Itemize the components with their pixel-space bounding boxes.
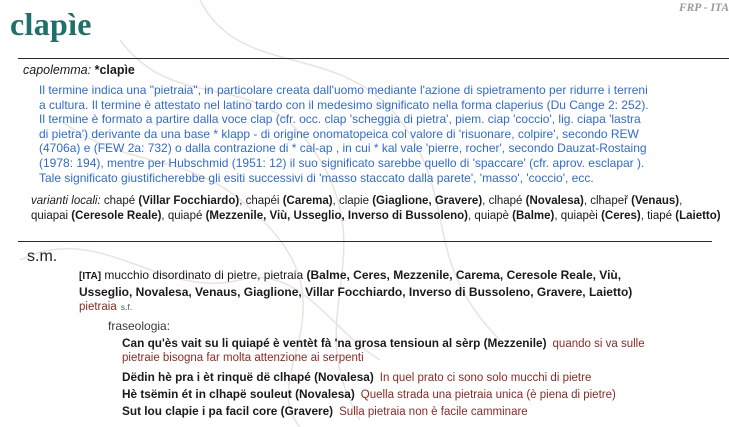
etymology-line: Il termine è formato a partire dalla voce clap (cfr. occ. clap 'scheggia di pietra', piem. ciap 'coccio', lig. ciapa 'lastra <box>39 112 641 127</box>
phrase-row <box>122 336 645 350</box>
phrase-translation: In quel prato ci sono solo mucchi di pietre <box>379 372 592 384</box>
phrase-row <box>122 387 616 401</box>
grammar-label: s.f. <box>120 302 133 312</box>
variant-item: quiapai (Ceresole Reale), <box>31 209 165 222</box>
part-of-speech: s.m. <box>27 248 58 265</box>
phrase-translation: Quella strada una pietraia unica (è piena di pietre) <box>360 389 616 401</box>
variant-item: clapie (Giaglione, Gravere), <box>338 195 486 207</box>
etymology-line: Tale significato giustificherebbe gli esiti successivi di 'masso staccato dalla parete', 'masso', 'coccio', ecc. <box>39 170 594 185</box>
definition-places: (Balme, Ceres, Mezzenile, Carema, Ceresole Reale, Viù, <box>306 268 622 282</box>
variants-label: varianti locali: <box>31 195 101 207</box>
section-divider <box>18 241 712 242</box>
phrase-translation: quando si va sulle <box>552 338 645 350</box>
definition-places: Usseglio, Novalesa, Venaus, Giaglione, Villar Focchiardo, Inverso di Bussoleno, Gravere, Laietto) <box>79 284 633 299</box>
phrase-translation-continuation: pietraie bisogna far molta attenzione ai serpenti <box>122 352 364 364</box>
etymology-text <box>39 83 711 185</box>
variant-item: quiapèi (Ceres), <box>560 209 644 222</box>
local-variants <box>31 194 721 223</box>
italian-equivalent <box>79 301 132 313</box>
phrase-row <box>122 370 591 384</box>
capolemma-label: capolemma: <box>23 63 92 77</box>
capolemma-value: *clapìe <box>94 63 135 77</box>
variant-item: chapé (Villar Focchiardo), <box>103 195 243 207</box>
phrase-row <box>122 404 528 418</box>
variant-item: tiapé (Laietto) <box>647 209 721 222</box>
capolemma <box>23 63 135 77</box>
language-pair-badge: FRP - ITA <box>678 2 729 14</box>
phrase-dialect: Hè tsëmin ét in clhapë souleut (Novalesa) <box>122 387 355 401</box>
page-title: clapìe <box>10 6 92 42</box>
etymology-line: di pietra') derivante da una base * klapp - di origine onomatopeica col valore di 'risuonare, colpire', secondo REW <box>39 126 639 141</box>
sense-definition <box>79 268 709 300</box>
italian-word: pietraia <box>79 301 117 313</box>
definition-text: mucchio disordinato di pietre, pietraia <box>104 268 304 282</box>
variant-item: clhapé (Novalesa), <box>488 195 588 207</box>
etymology-line: Il termine indica una "pietraia", in particolare creata dall'uomo mediante l'azione di spietramento per ridurre i terreni <box>39 83 648 97</box>
etymology-line: a cultura. Il termine è attestato nel latino tardo con il medesimo significato nella forma claperius (Du Cange 2: 252). <box>39 97 649 112</box>
language-tag: [ITA] <box>79 271 102 282</box>
fraseologia-label: fraseologia: <box>108 319 171 333</box>
variant-item: clhapeř (Venaus), <box>590 195 683 207</box>
variant-item: quiapè (Balme), <box>474 209 558 222</box>
phrase-translation: Sulla pietraia non è facile camminare <box>339 406 528 418</box>
variant-item: chapéi (Carema), <box>245 195 336 207</box>
variant-item: quiapé (Mezzenile, Viù, Usseglio, Inverso di Bussoleno), <box>167 209 472 222</box>
phrase-dialect: Can qu'ès vait su li quiapé è ventèt fà 'na grosa tensioun al sèrp (Mezzenile) <box>122 336 547 350</box>
phrase-dialect: Dëdin hè pra i èt rinquë dë clhapé (Novalesa) <box>122 370 374 384</box>
header-divider <box>18 58 729 59</box>
etymology-line: (4706a) e (FEW 2a: 732) o dalla contrazione di * cal-ap , in cui * kal vale 'pierre, rocher', secondo Dauzat-Rostaing <box>39 141 647 156</box>
phrase-dialect: Sut lou clapie i pa facil core (Gravere) <box>122 404 334 418</box>
etymology-line: (1978: 194), mentre per Hubschmid (1951: 12) il suo significato sarebbe quello di 'spaccare' (cfr. aprov. esclapar ). <box>39 155 645 170</box>
